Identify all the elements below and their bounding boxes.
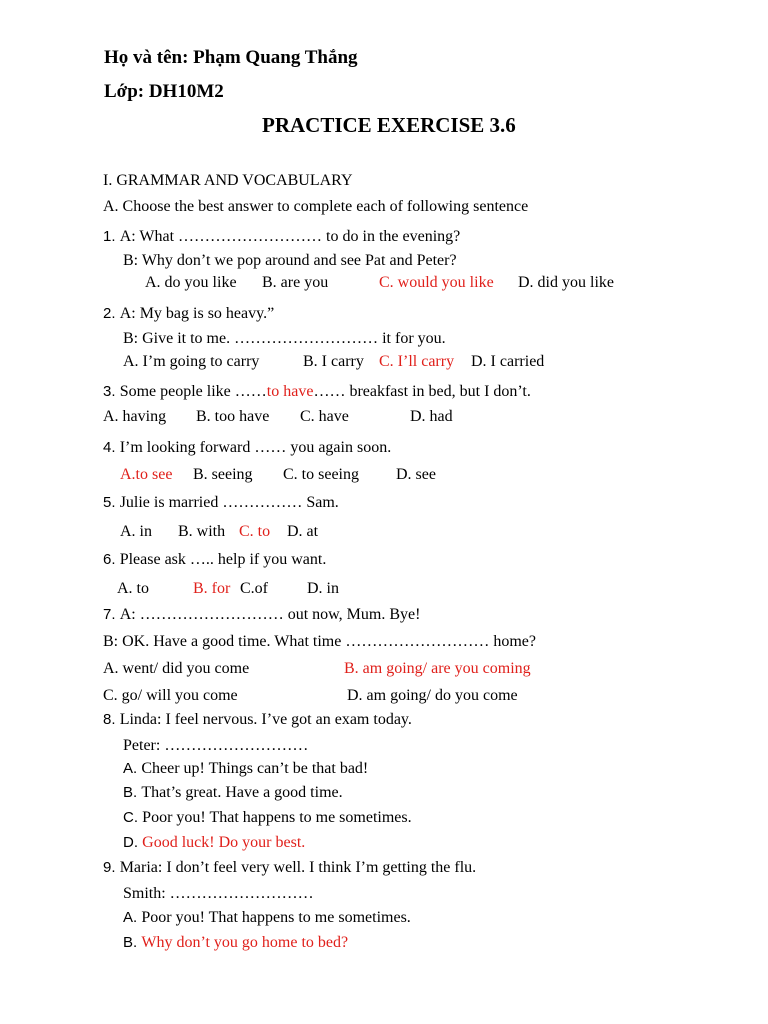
option-letter: B. [123,784,142,801]
question-9-option-a [123,908,411,928]
option-b: B. with [178,523,226,540]
question-9-option-b [123,933,348,953]
question-1-options [0,273,768,293]
option-text-answer: Why don’t you go home to bed? [141,934,349,951]
question-number: 9. [103,859,120,876]
question-8 [103,710,412,730]
question-text: Julie is married …………… Sam. [119,494,339,511]
option-letter: A. [123,909,142,926]
question-9 [103,858,476,878]
question-8-option-b [123,783,343,803]
option-a: A. to [117,580,149,597]
option-d: D. in [307,580,339,597]
question-text: I’m looking forward …… you again soon. [119,439,392,456]
option-a: A. having [103,408,167,425]
option-c: C.of [240,580,268,597]
option-a: A. in [120,523,152,540]
option-text: Poor you! That happens to me sometimes. [142,809,412,826]
question-prompt: A: My bag is so heavy.” [119,305,275,322]
question-2-options [0,352,768,372]
question-2 [103,304,274,324]
option-c-answer: C. I’ll carry [379,353,455,370]
question-7-options-row2 [0,686,768,706]
option-a: A. went/ did you come [103,660,250,677]
question-1 [103,227,460,247]
question-3-options [0,407,768,427]
option-b: B. I carry [303,353,364,370]
question-text: Maria: I don’t feel very well. I think I’m getting the flu. [119,859,477,876]
option-a-answer: A.to see [120,466,173,483]
question-4 [103,438,391,458]
option-letter: C. [123,809,143,826]
option-b: B. seeing [193,466,253,483]
option-text: Cheer up! Things can’t be that bad! [141,760,369,777]
question-5 [103,493,339,513]
option-a: A. do you like [145,274,237,291]
question-3 [103,382,531,402]
question-number: 3. [103,383,120,400]
question-number: 8. [103,711,120,728]
option-c: C. go/ will you come [103,687,238,704]
question-8-reply: Peter: ……………………… [123,737,309,754]
question-8-option-c [123,808,412,828]
option-b: B. are you [262,274,329,291]
option-text: Poor you! That happens to me sometimes. [141,909,411,926]
page-title: PRACTICE EXERCISE 3.6 [262,113,516,137]
option-b-answer: B. am going/ are you coming [344,660,531,677]
question-prompt: A: ……………………… out now, Mum. Bye! [119,606,421,623]
question-text: Please ask ….. help if you want. [119,551,327,568]
question-number: 4. [103,439,120,456]
question-number: 6. [103,551,120,568]
question-number: 1. [103,228,120,245]
option-c-answer: C. to [239,523,271,540]
question-text: Some people like …… [119,383,267,400]
option-b: B. too have [196,408,270,425]
option-a: A. I’m going to carry [123,353,260,370]
filled-answer: to have [266,383,314,400]
question-number: 7. [103,606,120,623]
option-d: D. did you like [518,274,614,291]
question-number: 2. [103,305,120,322]
student-name: Họ và tên: Phạm Quang Thắng [104,47,358,68]
option-letter: D. [123,834,143,851]
option-d: D. see [396,466,436,483]
question-8-option-d [123,833,305,853]
section-heading: I. GRAMMAR AND VOCABULARY [103,172,353,189]
question-8-option-a [123,759,368,779]
question-7-reply: B: OK. Have a good time. What time ……………………… home? [103,633,536,650]
option-d: D. I carried [471,353,545,370]
question-text-end: …… breakfast in bed, but I don’t. [313,383,531,400]
student-class: Lớp: DH10M2 [104,81,224,102]
question-number: 5. [103,494,120,511]
question-text: Linda: I feel nervous. I’ve got an exam today. [119,711,412,728]
option-letter: B. [123,934,142,951]
question-1-reply: B: Why don’t we pop around and see Pat and Peter? [123,252,457,269]
question-prompt: A: What ……………………… to do in the evening? [119,228,461,245]
question-2-reply: B: Give it to me. ……………………… it for you. [123,330,446,347]
option-d: D. at [287,523,319,540]
option-text: That’s great. Have a good time. [141,784,343,801]
question-7-options-row1 [0,659,768,679]
section-instruction: A. Choose the best answer to complete each of following sentence [103,198,529,215]
option-d: D. had [410,408,453,425]
question-9-reply: Smith: ……………………… [123,885,314,902]
option-letter: A. [123,760,142,777]
option-c: C. have [300,408,349,425]
question-6 [103,550,326,570]
option-c-answer: C. would you like [379,274,494,291]
question-5-options [0,522,768,542]
option-b-answer: B. for [193,580,231,597]
option-d: D. am going/ do you come [347,687,518,704]
question-4-options [0,465,768,485]
option-c: C. to seeing [283,466,359,483]
option-text-answer: Good luck! Do your best. [142,834,306,851]
question-6-options [0,579,768,599]
question-7 [103,605,420,625]
